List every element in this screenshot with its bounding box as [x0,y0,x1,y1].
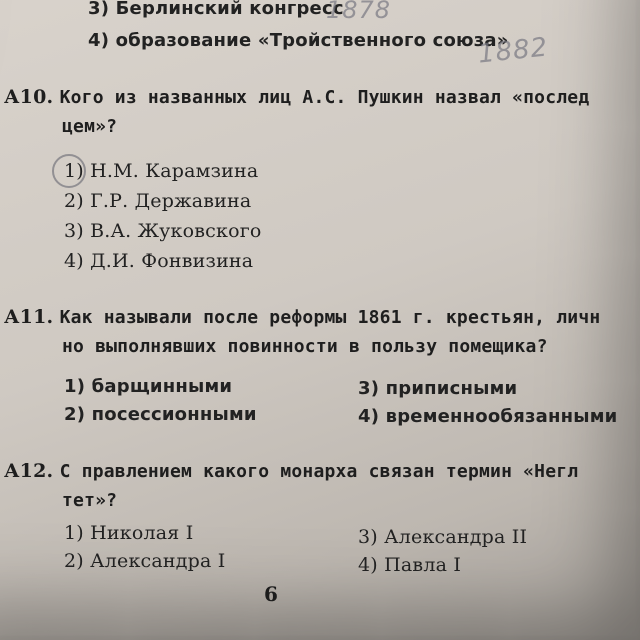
question-a12 [4,460,578,482]
a10-option-4: 4) Д.И. Фонвизина [64,250,254,272]
question-a11-text-line1: Как называли после реформы 1861 г. крестьян, личн [59,307,601,328]
a11-option-1: 1) барщинными [64,376,233,397]
a12-option-1: 1) Николая I [64,522,194,544]
question-a11-text-line2: но выполнявших повинности в пользу помещика? [62,336,548,357]
a12-option-3: 3) Александра II [358,526,528,548]
a11-option-4: 4) временнообязанными [358,406,618,427]
a11-option-2: 2) посессионными [64,404,257,425]
question-a11-label: А11. [4,306,54,328]
question-a10-label: А10. [4,86,54,108]
a12-option-4: 4) Павла I [358,554,462,576]
a10-option-2: 2) Г.Р. Державина [64,190,252,212]
a12-option-2: 2) Александра I [64,550,226,572]
prev-option-4: 4) образование «Тройственного союза» [88,30,509,51]
page-number: 6 [264,582,278,606]
question-a12-text-line2: тет»? [62,490,118,511]
a11-option-3: 3) приписными [358,378,518,399]
question-a11 [4,306,600,328]
question-a10-text-line2: цем»? [62,116,118,137]
handwritten-note-1882: 1882 [476,32,550,70]
handwritten-note-1878: 1878 [326,0,392,24]
question-a12-text-line1: С правлением какого монарха связан термин «Негл [59,461,579,482]
prev-option-3: 3) Берлинский конгресс [88,0,344,19]
question-a12-label: А12. [4,460,54,482]
question-a10 [4,86,589,108]
a10-option-1: 1) Н.М. Карамзина [64,160,259,182]
a10-option-3: 3) В.А. Жуковского [64,220,262,242]
question-a10-text-line1: Кого из названных лиц А.С. Пушкин назвал «послед [59,87,590,108]
